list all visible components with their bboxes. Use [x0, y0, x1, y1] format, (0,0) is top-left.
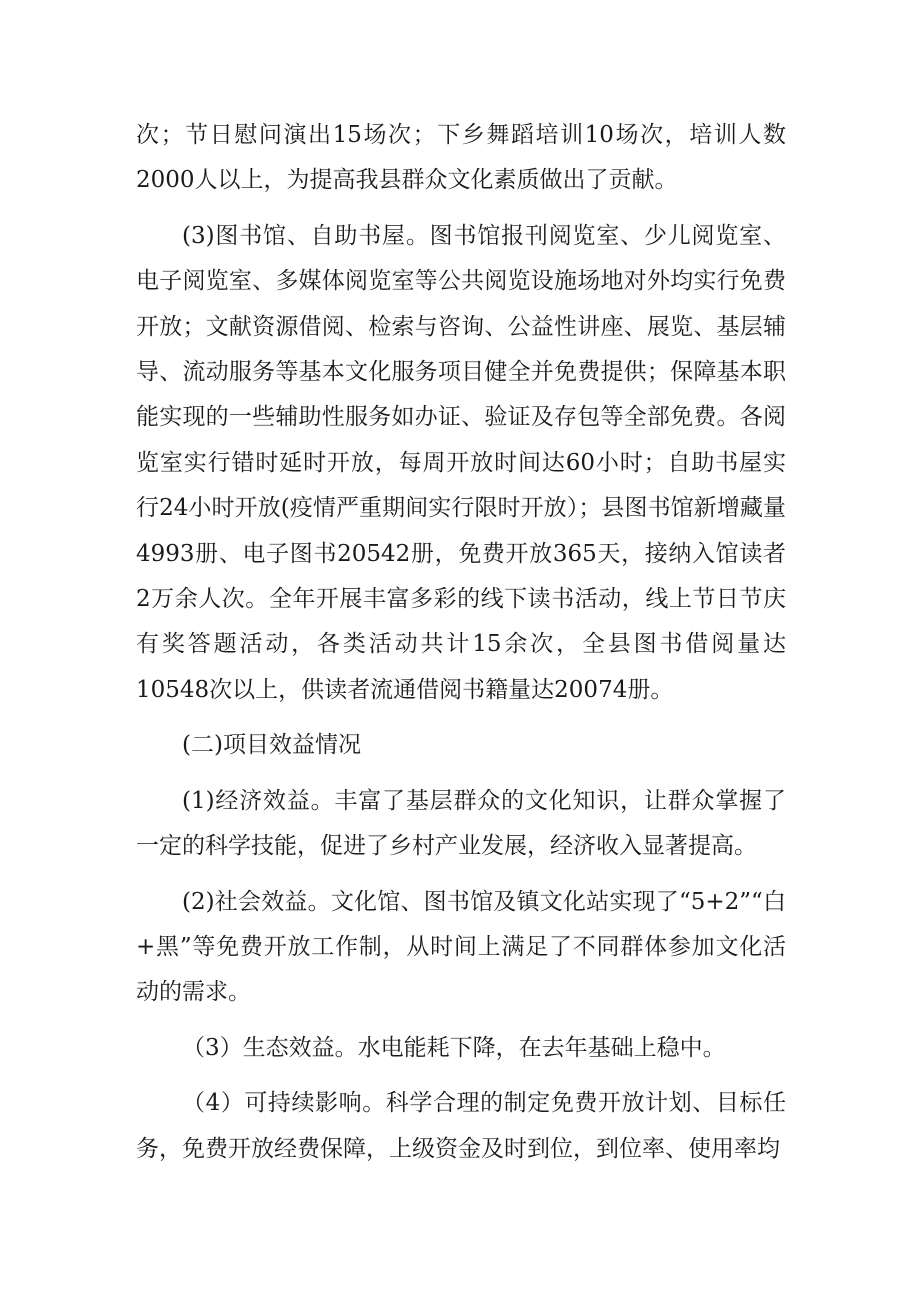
paragraph-sustainable-impact: （4）可持续影响。科学合理的制定免费开放计划、目标任务，免费开放经费保障，上级资金及时到位，到位率、使用率均: [136, 1090, 786, 1162]
paragraph-library: (3)图书馆、自助书屋。图书馆报刊阅览室、少儿阅览室、电子阅览室、多媒体阅览室等公共阅览设施场地对外均实行免费开放；文献资源借阅、检索与咨询、公益性讲座、展览、基层辅导、流动服务等基本文化服务项目健全并免费提供；保障基本职能实现的一些辅助性服务如办证、验证及存包等全部免费。各阅览室实行错时延时开放，每周开放时间达60小时；自助书屋实行24小时开放(疫情严重期间实行限时开放）；县图书馆新增藏量4993册、电子图书20542册，免费开放365天，接纳入馆读者2万余人次。全年开展丰富多彩的线下读书活动，线上节日节庆有奖答题活动，各类活动共计15余次，全县图书借阅量达10548次以上，供读者流通借阅书籍量达20074册。: [136, 222, 786, 703]
document-body: [136, 113, 786, 1172]
paragraph-continuation: 次；节日慰问演出15场次；下乡舞蹈培训10场次，培训人数2000人以上，为提高我县群众文化素质做出了贡献。: [136, 122, 786, 194]
paragraph-ecological-benefit: （3）生态效益。水电能耗下降，在去年基础上稳中。: [182, 1034, 726, 1061]
paragraph-economic-benefit: (1)经济效益。丰富了基层群众的文化知识，让群众掌握了一定的科学技能，促进了乡村产业发展，经济收入显著提高。: [136, 787, 786, 860]
paragraph-social-benefit: (2)社会效益。文化馆、图书馆及镇文化站实现了“5+2”“白+黑”等免费开放工作制，从时间上满足了不同群体参加文化活动的需求。: [136, 888, 786, 1006]
section-heading-benefits: (二)项目效益情况: [182, 732, 361, 759]
